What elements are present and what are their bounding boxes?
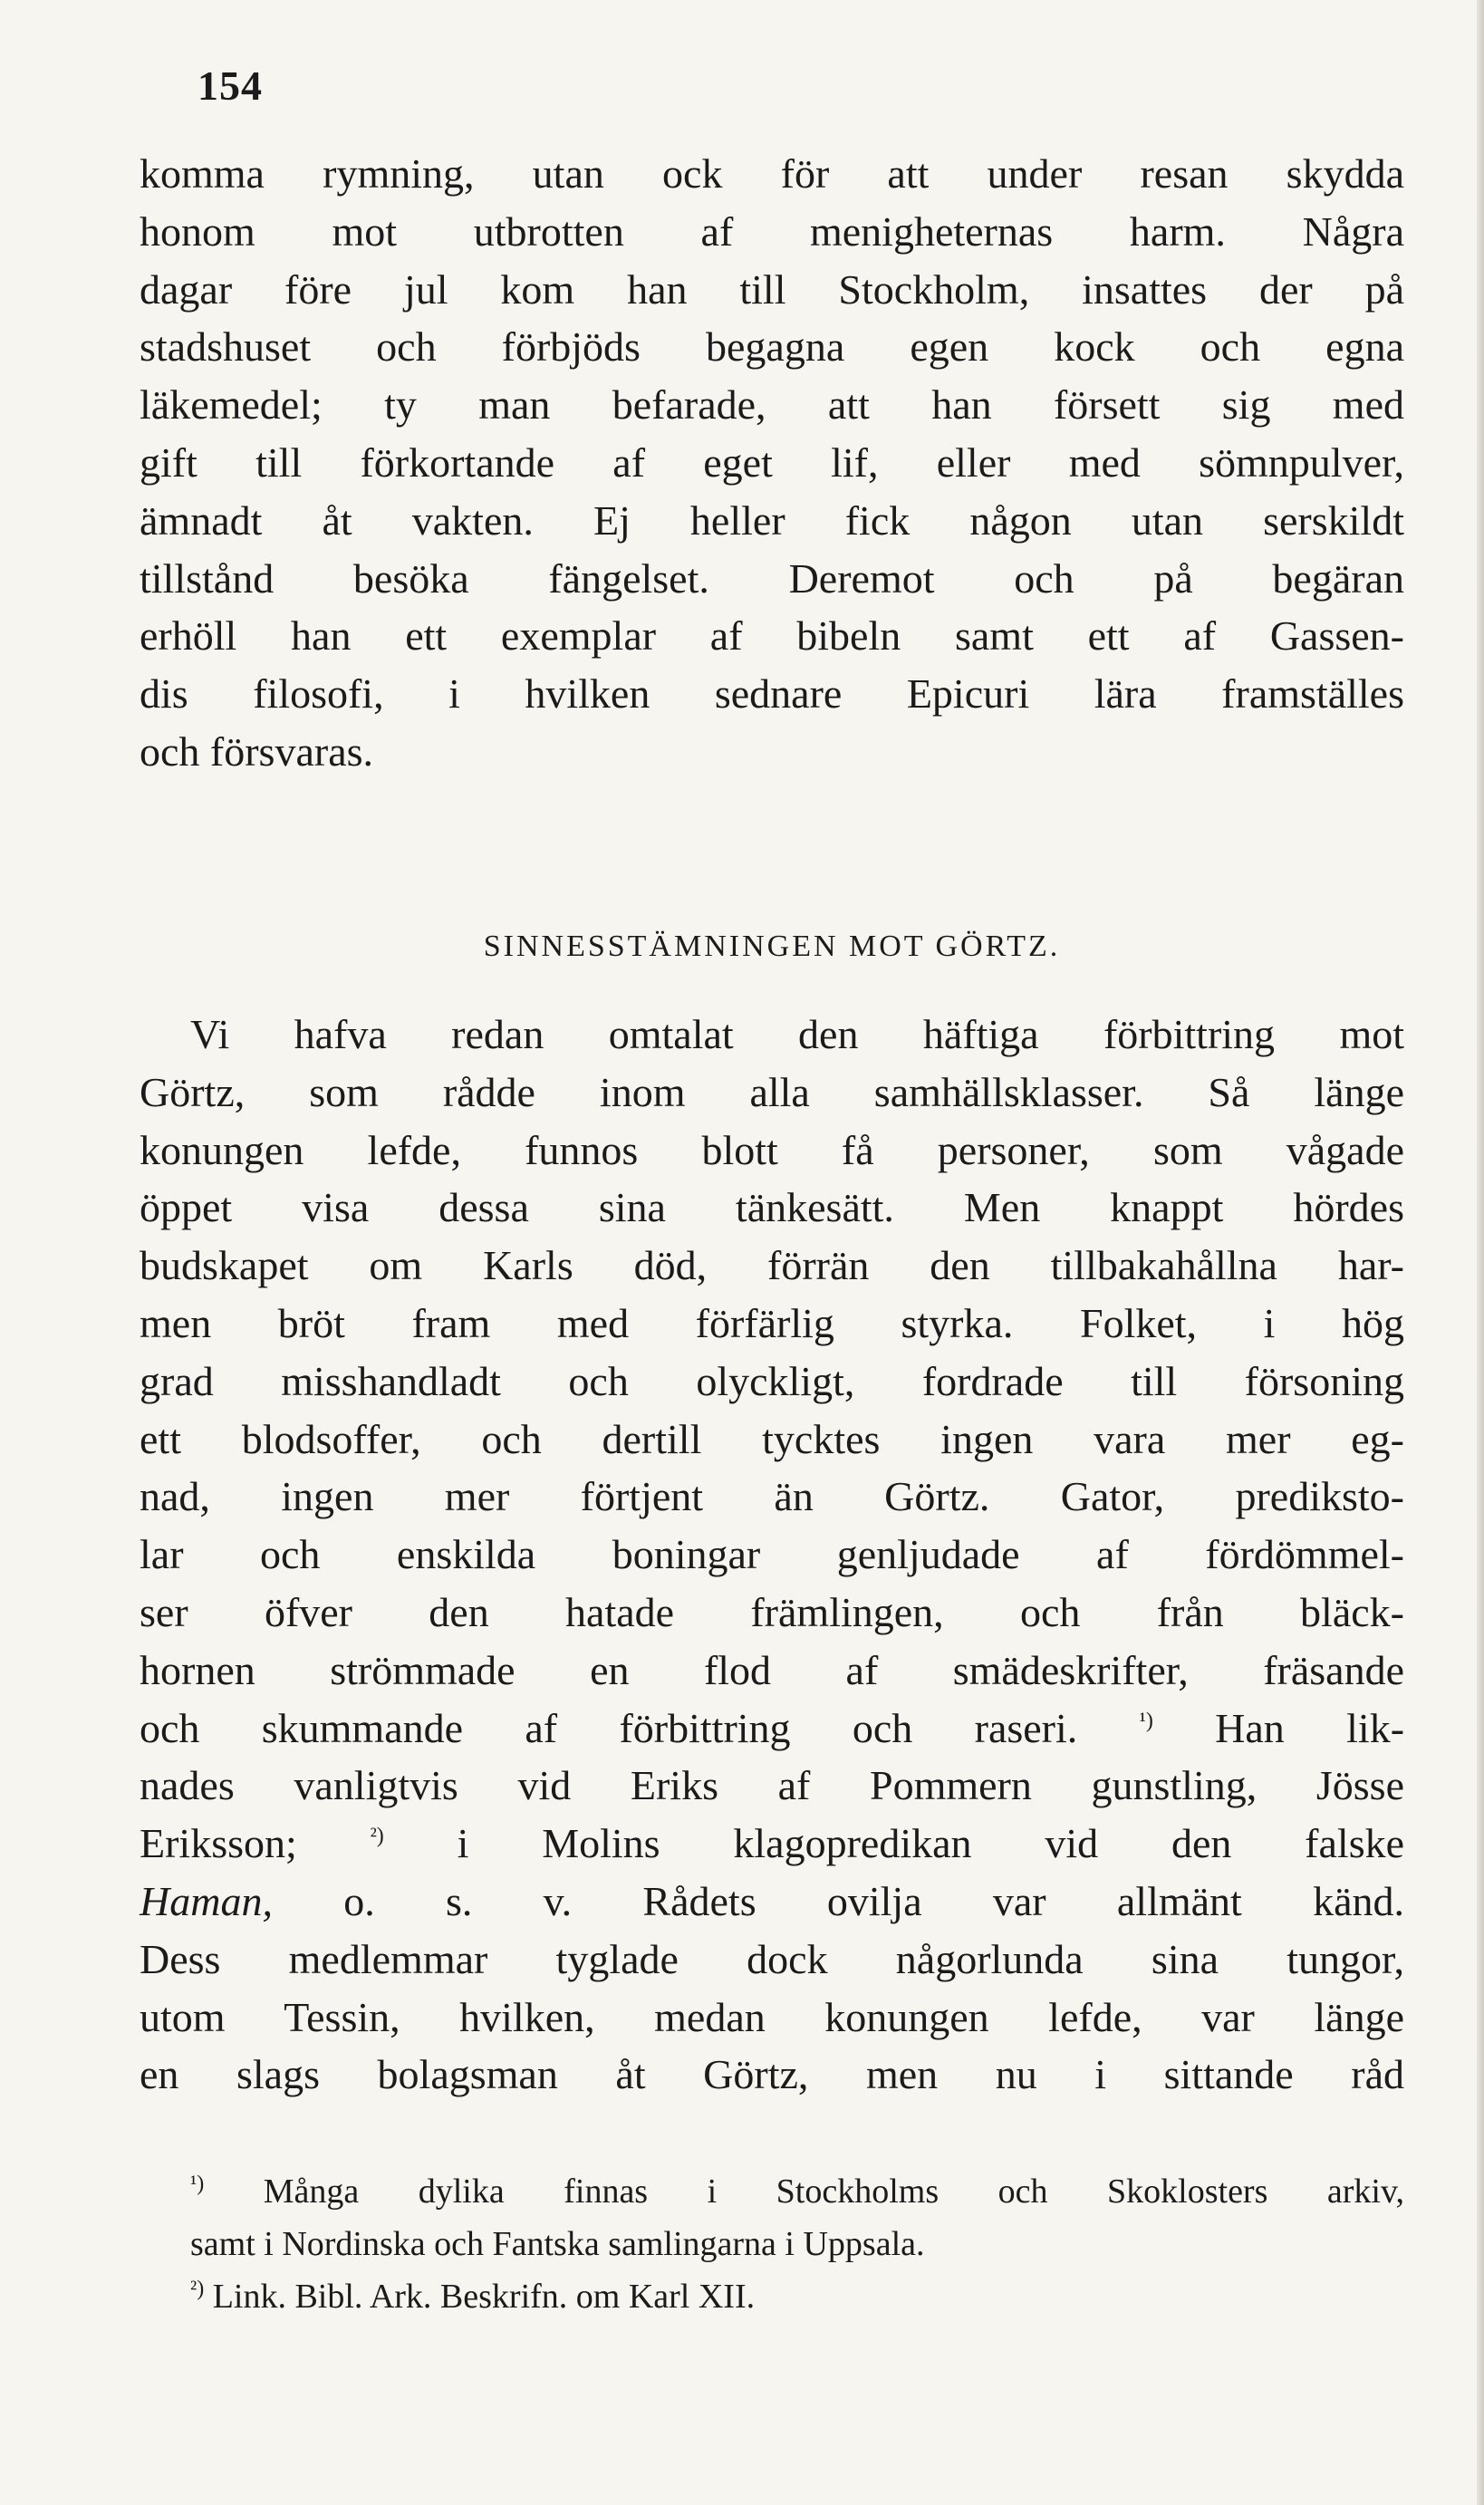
footnote-ref-1: ¹) bbox=[1139, 1709, 1153, 1733]
paragraph-line: ett blodsoffer, och dertill tycktes ingen vara mer eg- bbox=[140, 1415, 1404, 1462]
paragraph-line: erhöll han ett exemplar af bibeln samt ett af Gassen- bbox=[140, 612, 1404, 660]
footnotes bbox=[140, 2165, 1404, 2323]
paragraph-line: gift till förkortande af eget lif, eller med sömnpulver, bbox=[140, 438, 1404, 486]
page-number: 154 bbox=[198, 63, 263, 109]
paragraph-line: Vi hafva redan omtalat den häftiga förbittring mot bbox=[190, 1011, 1404, 1057]
paragraph-line: men bröt fram med förfärlig styrka. Folket, i hög bbox=[140, 1299, 1404, 1346]
paragraph-line: nades vanligtvis vid Eriks af Pommern gunstling, Jösse bbox=[140, 1762, 1404, 1809]
paragraph-line: dagar före jul kom han till Stockholm, insattes der på bbox=[140, 265, 1404, 313]
paragraph-line: stadshuset och förbjöds begagna egen kock och egna bbox=[140, 323, 1404, 371]
paragraph-line: och försvaras. bbox=[140, 727, 374, 775]
paragraph-line: tillstånd besöka fängelset. Deremot och på begäran bbox=[140, 554, 1404, 602]
paragraph-line: konungen lefde, funnos blott få personer, som vågade bbox=[140, 1126, 1404, 1173]
footnote-text: Många dylika finnas i Stockholms och Skoklosters arkiv, bbox=[263, 2173, 1404, 2211]
paragraph-line-part: Han lik- bbox=[1215, 1704, 1405, 1751]
italic-name: Haman, bbox=[140, 1877, 273, 1924]
paragraph-line-part: o. s. v. Rådets ovilja var allmänt känd. bbox=[343, 1877, 1404, 1924]
paragraph-line: budskapet om Karls död, förrän den tillbakahållna har- bbox=[140, 1242, 1404, 1289]
paragraph-line-with-italic bbox=[140, 1873, 1404, 1931]
paragraph-1 bbox=[140, 145, 1404, 781]
footnote-marker: ²) bbox=[190, 2277, 205, 2301]
paragraph-line: dis filosofi, i hvilken sednare Epicuri lära framställes bbox=[140, 670, 1404, 718]
paragraph-line: komma rymning, utan ock för att under resan skydda bbox=[140, 150, 1404, 197]
section-heading: SINNESSTÄMNINGEN MOT GÖRTZ. bbox=[483, 930, 1061, 963]
paragraph-line-with-ref bbox=[140, 1815, 1404, 1873]
paragraph-line: ser öfver den hatade främlingen, och från bläck- bbox=[140, 1588, 1404, 1635]
paragraph-2 bbox=[140, 1006, 1404, 2104]
paragraph-line: lar och enskilda boningar genljudade af fördömmel- bbox=[140, 1531, 1404, 1578]
paragraph-line: Görtz, som rådde inom alla samhällsklasser. Så länge bbox=[140, 1068, 1404, 1115]
page-edge bbox=[1477, 0, 1484, 2505]
paragraph-line: Dess medlemmar tyglade dock någorlunda sina tungor, bbox=[140, 1935, 1404, 1982]
footnote-marker: ¹) bbox=[190, 2172, 205, 2196]
paragraph-line: nad, ingen mer förtjent än Görtz. Gator, prediksto- bbox=[140, 1473, 1404, 1520]
footnote-1 bbox=[140, 2165, 1404, 2218]
paragraph-line-with-ref bbox=[140, 1700, 1404, 1758]
paragraph-line: honom mot utbrotten af menigheternas harm. Några bbox=[140, 207, 1404, 255]
paragraph-line: utom Tessin, hvilken, medan konungen lefde, var länge bbox=[140, 1993, 1404, 2040]
footnote-1-continued: samt i Nordinska och Fantska samlingarna i Uppsala. bbox=[190, 2225, 925, 2263]
paragraph-line: en slags bolagsman åt Görtz, men nu i sittande råd bbox=[140, 2051, 1404, 2098]
paragraph-line: läkemedel; ty man befarade, att han försett sig med bbox=[140, 381, 1404, 429]
paragraph-line-part: i Molins klagopredikan vid den falske bbox=[457, 1820, 1405, 1867]
paragraph-line: ämnadt åt vakten. Ej heller fick någon utan serskildt bbox=[140, 496, 1404, 544]
paragraph-line: hornen strömmade en flod af smädeskrifter, fräsande bbox=[140, 1646, 1404, 1693]
paragraph-line-part: och skummande af förbittring och raseri. bbox=[140, 1704, 1078, 1751]
paragraph-line-part: Eriksson; bbox=[140, 1820, 297, 1867]
footnote-text: Link. Bibl. Ark. Beskrifn. om Karl XII. bbox=[212, 2278, 756, 2316]
paragraph-line: öppet visa dessa sina tänkesätt. Men knappt hördes bbox=[140, 1184, 1404, 1231]
footnote-2 bbox=[140, 2270, 1404, 2323]
footnote-ref-2: ²) bbox=[370, 1824, 384, 1848]
paragraph-line: grad misshandladt och olyckligt, fordrade till försoning bbox=[140, 1357, 1404, 1404]
